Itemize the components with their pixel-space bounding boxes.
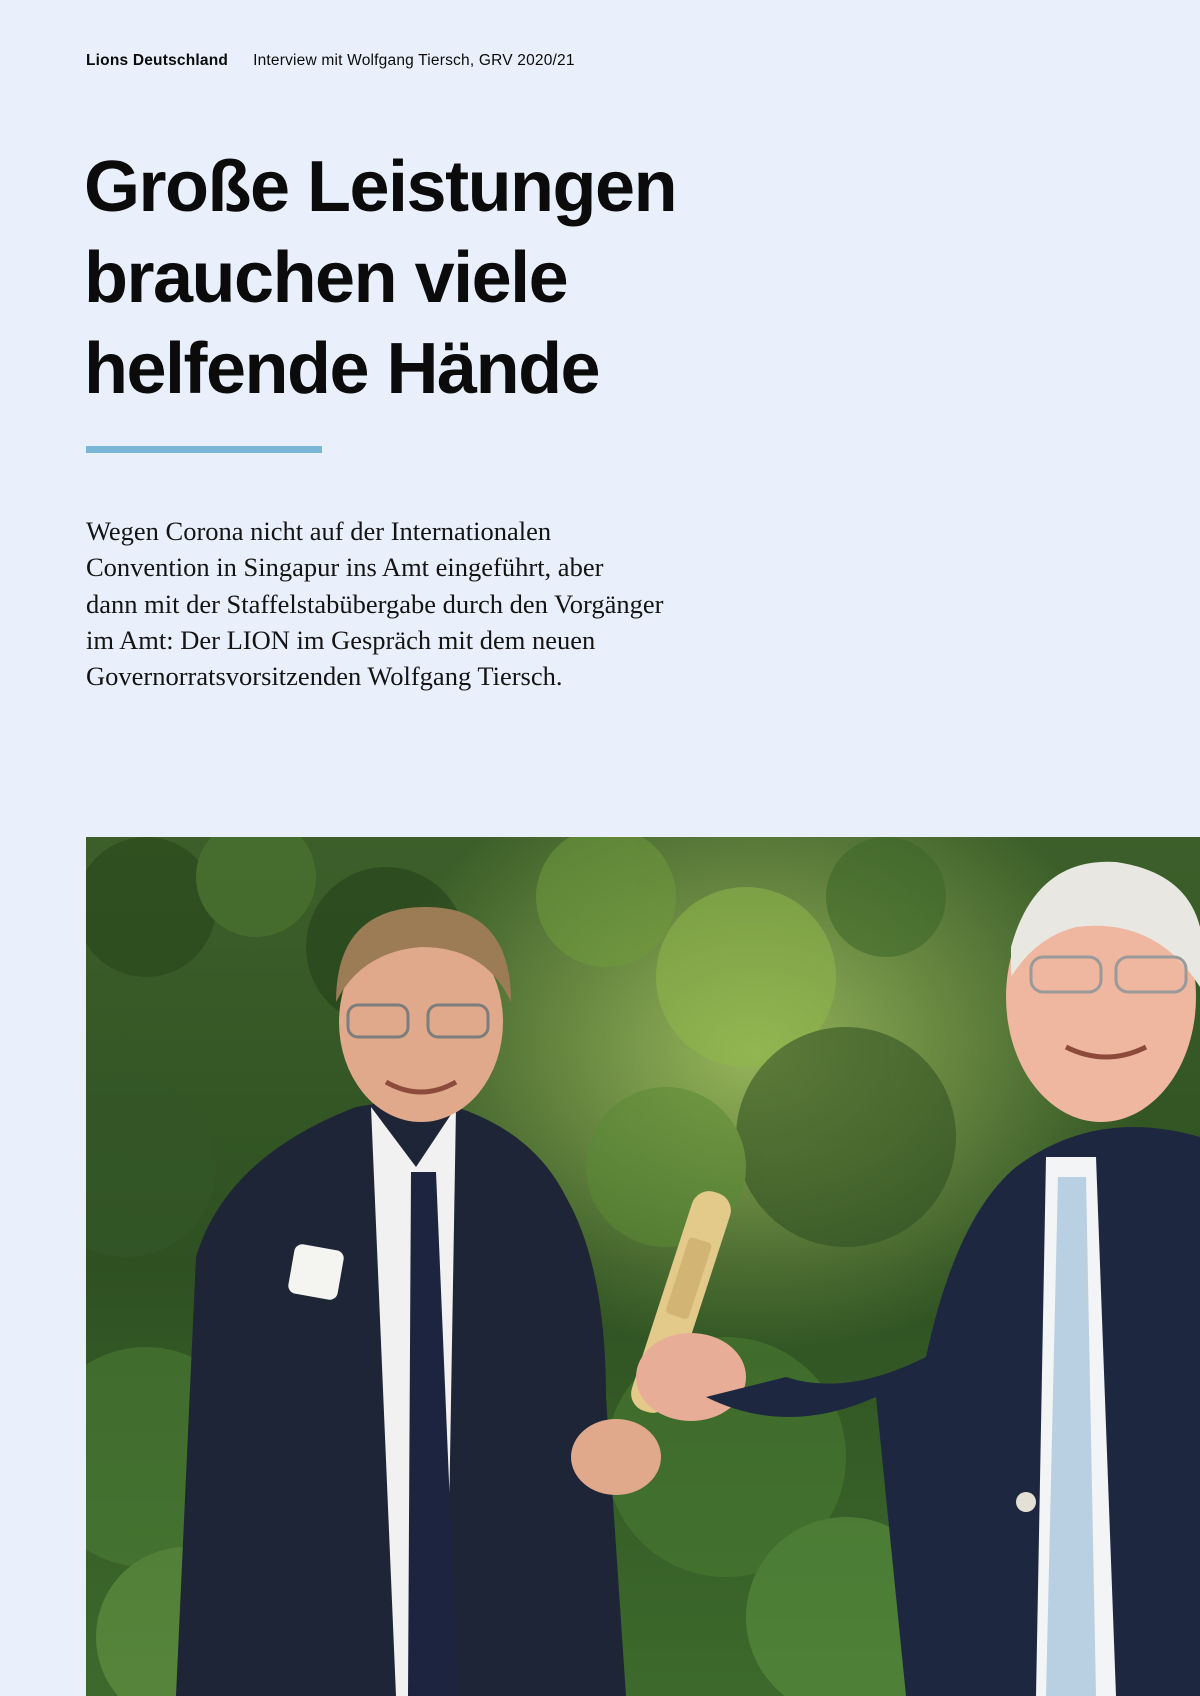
headline-line: helfende Hände [84, 329, 600, 409]
lead-line: im Amt: Der LION im Gespräch mit dem neuen [86, 624, 596, 655]
accent-divider [86, 446, 322, 453]
article-lead [86, 513, 706, 694]
lead-line: dann mit der Staffelstabübergabe durch den Vorgänger [86, 588, 664, 619]
article-headline [84, 142, 804, 415]
publication-name: Lions Deutschland [86, 52, 229, 69]
lead-line: Wegen Corona nicht auf der Internationalen [86, 516, 552, 546]
section-title: Interview mit Wolfgang Tiersch, GRV 2020/21 [253, 52, 575, 69]
headline-line: Große Leistungen [84, 147, 677, 227]
running-header [86, 52, 575, 70]
lead-line: Governorratsvorsitzenden Wolfgang Tiersch. [86, 661, 563, 692]
lead-line: Convention in Singapur ins Amt eingeführt, aber [86, 552, 604, 583]
article-photo [86, 837, 1200, 1696]
headline-line: brauchen viele [84, 238, 568, 318]
photo-illustration [86, 837, 1200, 1696]
